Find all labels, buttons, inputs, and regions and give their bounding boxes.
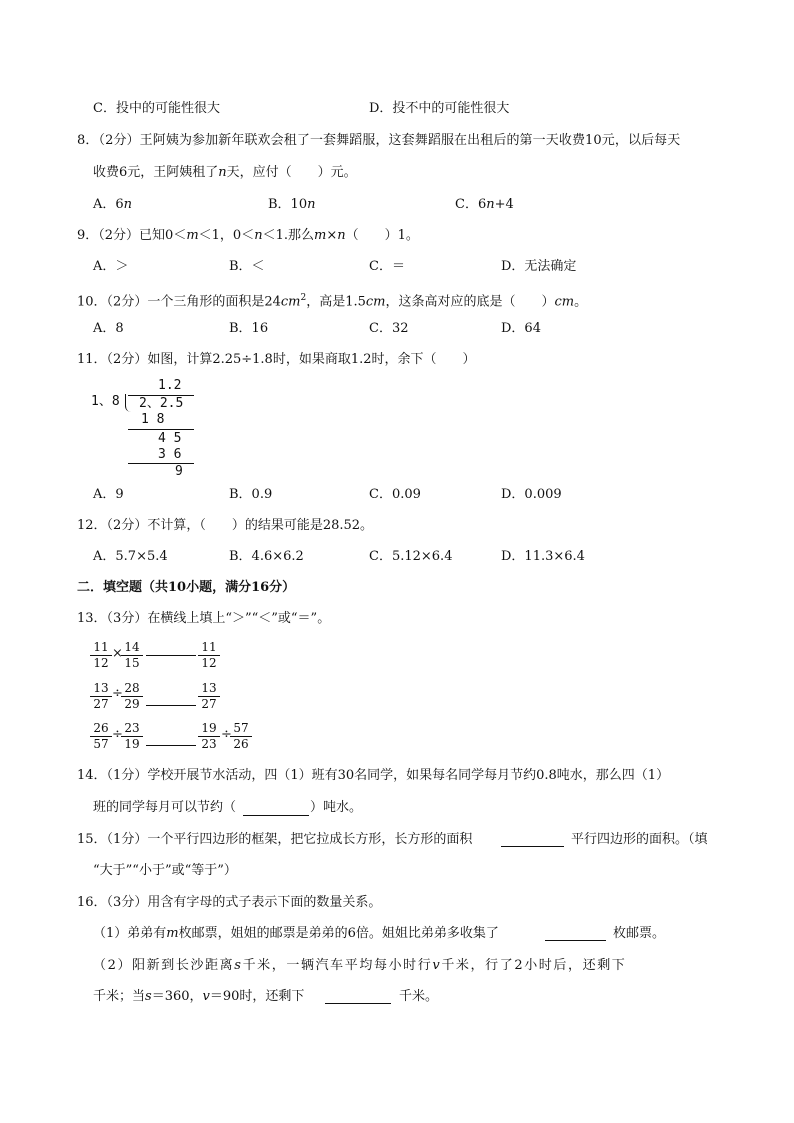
fraction: $\frac{19}{23}$ <box>198 721 220 751</box>
q9-option-b: B．＜ <box>229 259 265 274</box>
fraction: $\frac{14}{15}$ <box>121 640 143 670</box>
q9-option-d: D．无法确定 <box>501 259 577 274</box>
q10-stem: 10．（2分）一个三角形的面积是$24cm^2$，高是1.5cm，这条高对应的底是（ ）cm。 <box>77 293 588 310</box>
q9-stem: 9．（2分）已知0＜m＜1，0＜n＜1.那么m×n（ ）1。 <box>77 228 419 243</box>
q10-option-a: A．8 <box>93 321 124 336</box>
q8-option-a: A．6n <box>93 197 133 212</box>
q7-option-c: C．投中的可能性很大 <box>93 101 220 116</box>
q14-stem-line2a: 班的同学每月可以节约（ <box>93 800 237 815</box>
q14-stem-line1: 14．（1分）学校开展节水活动，四（1）班有30名同学，如果每名同学每月节约0.8吨水，那么四（1） <box>77 768 670 783</box>
fraction: $\frac{28}{29}$ <box>121 681 143 711</box>
q15-stem-line1b: 平行四边形的面积。（填 <box>571 832 708 847</box>
fraction: $\frac{13}{27}$ <box>90 681 112 711</box>
q16-part3-end: 千米。 <box>399 989 439 1004</box>
fraction: $\frac{26}{57}$ <box>90 721 112 751</box>
answer-blank[interactable] <box>146 705 196 706</box>
q8-stem-line2: 收费6元，王阿姨租了n天，应付（ ）元。 <box>93 165 357 180</box>
fraction: $\frac{11}{12}$ <box>198 640 220 670</box>
q16-part2: （2）阳新到长沙距离s千米，一辆汽车平均每小时行v千米，行了2小时后，还剩下 <box>93 958 627 973</box>
q16-stem: 16．（3分）用含有字母的式子表示下面的数量关系。 <box>77 895 382 910</box>
q8-option-b: B．10n <box>268 197 316 212</box>
division-row-1: 1 8 <box>141 412 165 427</box>
q9-option-c: C．＝ <box>369 259 405 274</box>
division-line-2 <box>128 463 194 464</box>
q11-option-b: B．0.9 <box>229 487 273 502</box>
q15-stem-line2: “大于”“小于”或“等于”） <box>93 863 237 878</box>
fraction: $\frac{11}{12}$ <box>90 640 112 670</box>
division-row-3: 3 6 <box>158 447 182 462</box>
q12-option-a: A．5.7×5.4 <box>93 549 168 564</box>
q16-part1: （1）弟弟有m枚邮票，姐姐的邮票是弟弟的6倍。姐姐比弟弟多收集了 <box>93 926 499 941</box>
division-line-1 <box>128 429 194 430</box>
q12-option-d: D．11.3×6.4 <box>501 549 585 564</box>
operator: ÷ <box>112 686 123 701</box>
answer-blank[interactable] <box>325 1003 391 1004</box>
q7-option-d: D．投不中的可能性很大 <box>369 101 510 116</box>
q12-option-c: C．5.12×6.4 <box>369 549 453 564</box>
division-quotient: 1.2 <box>158 378 182 393</box>
operator: ÷ <box>221 727 232 742</box>
q12-option-b: B．4.6×6.2 <box>229 549 304 564</box>
q11-option-a: A．9 <box>93 487 124 502</box>
q10-option-b: B．16 <box>229 321 269 336</box>
q13-stem: 13．（3分）在横线上填上“＞”“＜”或“＝”。 <box>77 611 331 626</box>
q14-stem-line2b: ）吨水。 <box>310 800 363 815</box>
division-bracket <box>125 394 132 412</box>
q11-stem: 11．（2分）如图，计算2.25÷1.8时，如果商取1.2时，余下（ ） <box>77 352 476 367</box>
q15-stem-line1a: 15．（1分）一个平行四边形的框架，把它拉成长方形，长方形的面积 <box>77 832 473 847</box>
fraction: $\frac{13}{27}$ <box>198 681 220 711</box>
answer-blank[interactable] <box>243 815 309 816</box>
operator: × <box>112 646 123 661</box>
q8-stem-line1: 8．（2分）王阿姨为参加新年联欢会租了一套舞蹈服，这套舞蹈服在出租后的第一天收费10元，以后每天 <box>77 133 681 148</box>
division-divisor: 1、8 <box>91 394 120 409</box>
answer-blank[interactable] <box>501 846 564 847</box>
q10-option-d: D．64 <box>501 321 541 336</box>
q16-part1-end: 枚邮票。 <box>613 926 666 941</box>
q8-option-c: C．6n+4 <box>455 197 514 212</box>
q10-option-c: C．32 <box>369 321 409 336</box>
q16-part3: 千米；当s＝360，v＝90时，还剩下 <box>93 989 305 1004</box>
q9-option-a: A．＞ <box>93 259 129 274</box>
division-row-2: 4 5 <box>158 431 182 446</box>
section-heading: 二．填空题（共10小题，满分16分） <box>77 580 296 595</box>
fraction: $\frac{57}{26}$ <box>230 721 252 751</box>
division-remainder: 9 <box>175 464 183 479</box>
q11-option-d: D．0.009 <box>501 487 562 502</box>
q12-stem: 12．（2分）不计算，（ ）的结果可能是28.52。 <box>77 518 374 533</box>
answer-blank[interactable] <box>545 940 606 941</box>
q11-option-c: C．0.09 <box>369 487 421 502</box>
division-dividend: 2、2.5 <box>139 396 184 411</box>
fraction: $\frac{23}{19}$ <box>121 721 143 751</box>
operator: ÷ <box>112 727 123 742</box>
answer-blank[interactable] <box>146 655 196 656</box>
answer-blank[interactable] <box>146 745 196 746</box>
